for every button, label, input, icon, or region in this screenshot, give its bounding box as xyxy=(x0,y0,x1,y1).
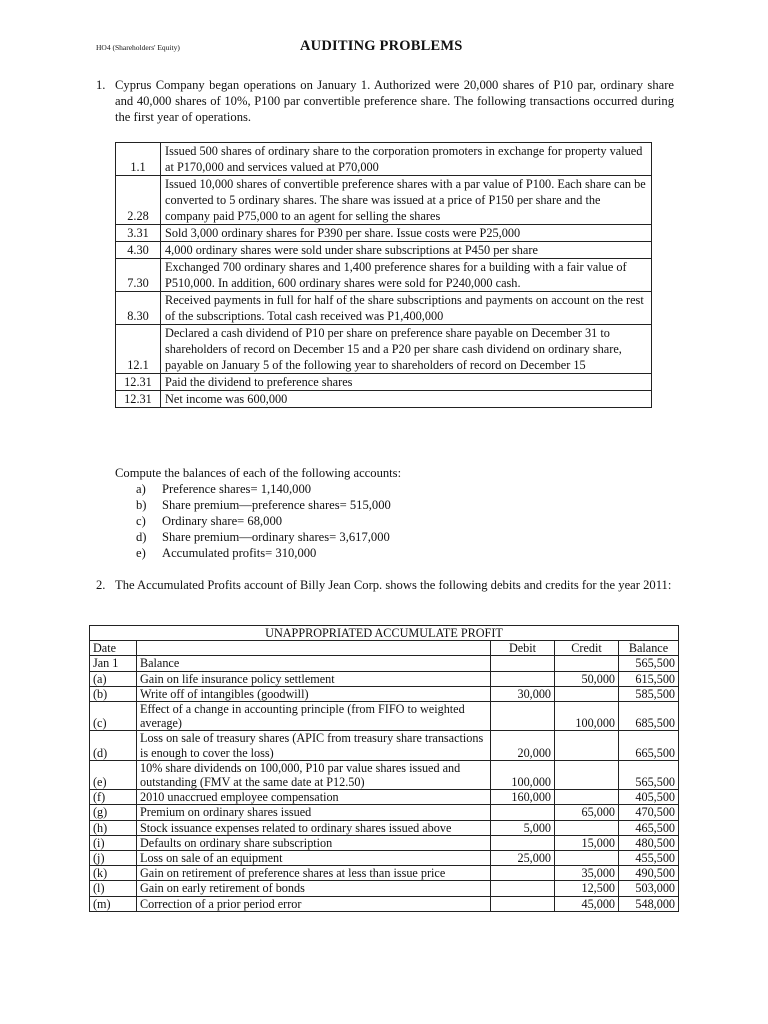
item-text: Share premium—ordinary shares= 3,617,000 xyxy=(162,530,390,544)
row-description: Defaults on ordinary share subscription xyxy=(137,835,491,850)
item-text: Share premium—preference shares= 515,000 xyxy=(162,498,391,512)
transaction-text: Net income was 600,000 xyxy=(161,391,652,408)
row-date: (i) xyxy=(90,835,137,850)
table-row xyxy=(90,881,679,896)
row-debit xyxy=(491,702,555,731)
row-credit xyxy=(555,760,619,789)
item-letter: a) xyxy=(136,482,146,496)
row-debit xyxy=(491,866,555,881)
problem-1-intro xyxy=(96,77,674,125)
transaction-date: 12.31 xyxy=(116,391,161,408)
row-balance: 465,500 xyxy=(619,820,679,835)
list-item xyxy=(136,481,401,497)
column-header-balance: Balance xyxy=(619,641,679,656)
row-description: Balance xyxy=(137,656,491,671)
row-debit: 160,000 xyxy=(491,790,555,805)
row-debit xyxy=(491,881,555,896)
column-header-description xyxy=(137,641,491,656)
table-row xyxy=(90,835,679,850)
table-row xyxy=(90,731,679,760)
transaction-date: 12.1 xyxy=(116,325,161,374)
item-text: Preference shares= 1,140,000 xyxy=(162,482,312,496)
table-row xyxy=(116,143,652,176)
row-date: (m) xyxy=(90,896,137,911)
row-date: (a) xyxy=(90,671,137,686)
transaction-text: Sold 3,000 ordinary shares for P390 per share. Issue costs were P25,000 xyxy=(161,225,652,242)
row-date: (j) xyxy=(90,851,137,866)
row-credit xyxy=(555,790,619,805)
row-credit: 45,000 xyxy=(555,896,619,911)
table-row xyxy=(116,176,652,225)
row-balance: 615,500 xyxy=(619,671,679,686)
row-date: (b) xyxy=(90,686,137,701)
table-row xyxy=(90,866,679,881)
table-row xyxy=(90,790,679,805)
transaction-date: 4.30 xyxy=(116,242,161,259)
list-item xyxy=(136,529,401,545)
table-row xyxy=(116,225,652,242)
item-letter: b) xyxy=(136,498,147,512)
transaction-text: 4,000 ordinary shares were sold under share subscriptions at P450 per share xyxy=(161,242,652,259)
row-credit: 15,000 xyxy=(555,835,619,850)
table-row xyxy=(116,259,652,292)
row-credit: 100,000 xyxy=(555,702,619,731)
column-header-credit: Credit xyxy=(555,641,619,656)
table-row xyxy=(90,896,679,911)
row-description: 2010 unaccrued employee compensation xyxy=(137,790,491,805)
row-debit xyxy=(491,671,555,686)
row-date: (e) xyxy=(90,760,137,789)
table-row xyxy=(116,242,652,259)
list-item xyxy=(136,545,401,561)
transaction-text: Issued 10,000 shares of convertible preference shares with a par value of P100. Each share can be converted to 5 ordinary shares. The share was issued at a price of P150 per share and the company paid P75,000 to an agent for selling the shares xyxy=(161,176,652,225)
row-debit: 100,000 xyxy=(491,760,555,789)
row-balance: 405,500 xyxy=(619,790,679,805)
table-row xyxy=(90,760,679,789)
table-row xyxy=(90,805,679,820)
transaction-date: 1.1 xyxy=(116,143,161,176)
list-item xyxy=(136,513,401,529)
row-date: (c) xyxy=(90,702,137,731)
row-balance: 548,000 xyxy=(619,896,679,911)
table-row xyxy=(116,325,652,374)
row-balance: 480,500 xyxy=(619,835,679,850)
row-credit xyxy=(555,731,619,760)
row-debit: 20,000 xyxy=(491,731,555,760)
row-description: Premium on ordinary shares issued xyxy=(137,805,491,820)
row-date: (g) xyxy=(90,805,137,820)
row-debit xyxy=(491,835,555,850)
item-letter: d) xyxy=(136,530,147,544)
table-row xyxy=(90,656,679,671)
row-debit xyxy=(491,805,555,820)
row-debit: 5,000 xyxy=(491,820,555,835)
table-row xyxy=(116,391,652,408)
transaction-date: 3.31 xyxy=(116,225,161,242)
table-row xyxy=(90,671,679,686)
item-text: Ordinary share= 68,000 xyxy=(162,514,283,528)
row-credit: 50,000 xyxy=(555,671,619,686)
transaction-text: Issued 500 shares of ordinary share to the corporation promoters in exchange for property valued at P170,000 and services valued at P70,000 xyxy=(161,143,652,176)
problem-2-intro xyxy=(96,577,674,593)
column-header-date: Date xyxy=(90,641,137,656)
row-credit: 35,000 xyxy=(555,866,619,881)
table-row xyxy=(116,374,652,391)
table-title: UNAPPROPRIATED ACCUMULATE PROFIT xyxy=(90,626,679,641)
table-row xyxy=(90,820,679,835)
row-balance: 455,500 xyxy=(619,851,679,866)
transaction-text: Exchanged 700 ordinary shares and 1,400 preference shares for a building with a fair value of P510,000. In addition, 600 ordinary shares were sold for P240,000 cash. xyxy=(161,259,652,292)
row-date: (h) xyxy=(90,820,137,835)
row-credit: 65,000 xyxy=(555,805,619,820)
item-text: Accumulated profits= 310,000 xyxy=(162,546,317,560)
row-balance: 565,500 xyxy=(619,760,679,789)
row-credit xyxy=(555,851,619,866)
row-credit xyxy=(555,686,619,701)
row-credit: 12,500 xyxy=(555,881,619,896)
problem-text: Cyprus Company began operations on January 1. Authorized were 20,000 shares of P10 par, ordinary share and 40,000 shares of 10%, P100 par convertible preference share. The following transactions occurred during the first year of operations. xyxy=(115,78,674,124)
row-date: (f) xyxy=(90,790,137,805)
problem-number: 2. xyxy=(96,578,106,592)
table-row xyxy=(90,851,679,866)
transaction-date: 8.30 xyxy=(116,292,161,325)
table-row xyxy=(90,702,679,731)
problem-number: 1. xyxy=(96,78,106,92)
item-letter: c) xyxy=(136,514,146,528)
row-description: Effect of a change in accounting principle (from FIFO to weighted average) xyxy=(137,702,491,731)
accumulated-profit-table xyxy=(89,625,679,912)
table-row xyxy=(90,686,679,701)
row-description: Loss on sale of treasury shares (APIC from treasury share transactions is enough to cover the loss) xyxy=(137,731,491,760)
row-date: (d) xyxy=(90,731,137,760)
compute-heading: Compute the balances of each of the following accounts: xyxy=(115,466,402,480)
transaction-date: 2.28 xyxy=(116,176,161,225)
row-date: (l) xyxy=(90,881,137,896)
transaction-date: 12.31 xyxy=(116,374,161,391)
row-debit xyxy=(491,656,555,671)
row-balance: 490,500 xyxy=(619,866,679,881)
page-title: AUDITING PROBLEMS xyxy=(300,38,463,54)
transaction-text: Received payments in full for half of the share subscriptions and payments on account on the rest of the subscriptions. Total cash received was P1,400,000 xyxy=(161,292,652,325)
transaction-text: Declared a cash dividend of P10 per share on preference share payable on December 31 to shareholders of record on December 15 and a P20 per share cash dividend on ordinary share, payable on January 5 of the following year to shareholders of record on December 15 xyxy=(161,325,652,374)
row-balance: 565,500 xyxy=(619,656,679,671)
row-balance: 665,500 xyxy=(619,731,679,760)
column-header-debit: Debit xyxy=(491,641,555,656)
handout-code: HO4 (Shareholders' Equity) xyxy=(96,43,180,52)
row-balance: 503,000 xyxy=(619,881,679,896)
row-debit xyxy=(491,896,555,911)
row-credit xyxy=(555,656,619,671)
row-balance: 685,500 xyxy=(619,702,679,731)
row-description: Gain on retirement of preference shares at less than issue price xyxy=(137,866,491,881)
row-description: Gain on life insurance policy settlement xyxy=(137,671,491,686)
row-debit: 30,000 xyxy=(491,686,555,701)
table-header-row xyxy=(90,641,679,656)
row-balance: 470,500 xyxy=(619,805,679,820)
answer-list xyxy=(115,481,401,561)
row-description: Write off of intangibles (goodwill) xyxy=(137,686,491,701)
compute-section xyxy=(115,465,401,561)
row-description: Correction of a prior period error xyxy=(137,896,491,911)
row-description: Loss on sale of an equipment xyxy=(137,851,491,866)
transaction-date: 7.30 xyxy=(116,259,161,292)
row-balance: 585,500 xyxy=(619,686,679,701)
table-title-row xyxy=(90,626,679,641)
table-row xyxy=(116,292,652,325)
row-description: Gain on early retirement of bonds xyxy=(137,881,491,896)
item-letter: e) xyxy=(136,546,146,560)
problem-text: The Accumulated Profits account of Billy Jean Corp. shows the following debits and credits for the year 2011: xyxy=(115,578,672,592)
list-item xyxy=(136,497,401,513)
row-description: 10% share dividends on 100,000, P10 par value shares issued and outstanding (FMV at the same date at P12.50) xyxy=(137,760,491,789)
transactions-table xyxy=(115,142,652,408)
row-debit: 25,000 xyxy=(491,851,555,866)
row-date: Jan 1 xyxy=(90,656,137,671)
transaction-text: Paid the dividend to preference shares xyxy=(161,374,652,391)
row-credit xyxy=(555,820,619,835)
row-date: (k) xyxy=(90,866,137,881)
row-description: Stock issuance expenses related to ordinary shares issued above xyxy=(137,820,491,835)
